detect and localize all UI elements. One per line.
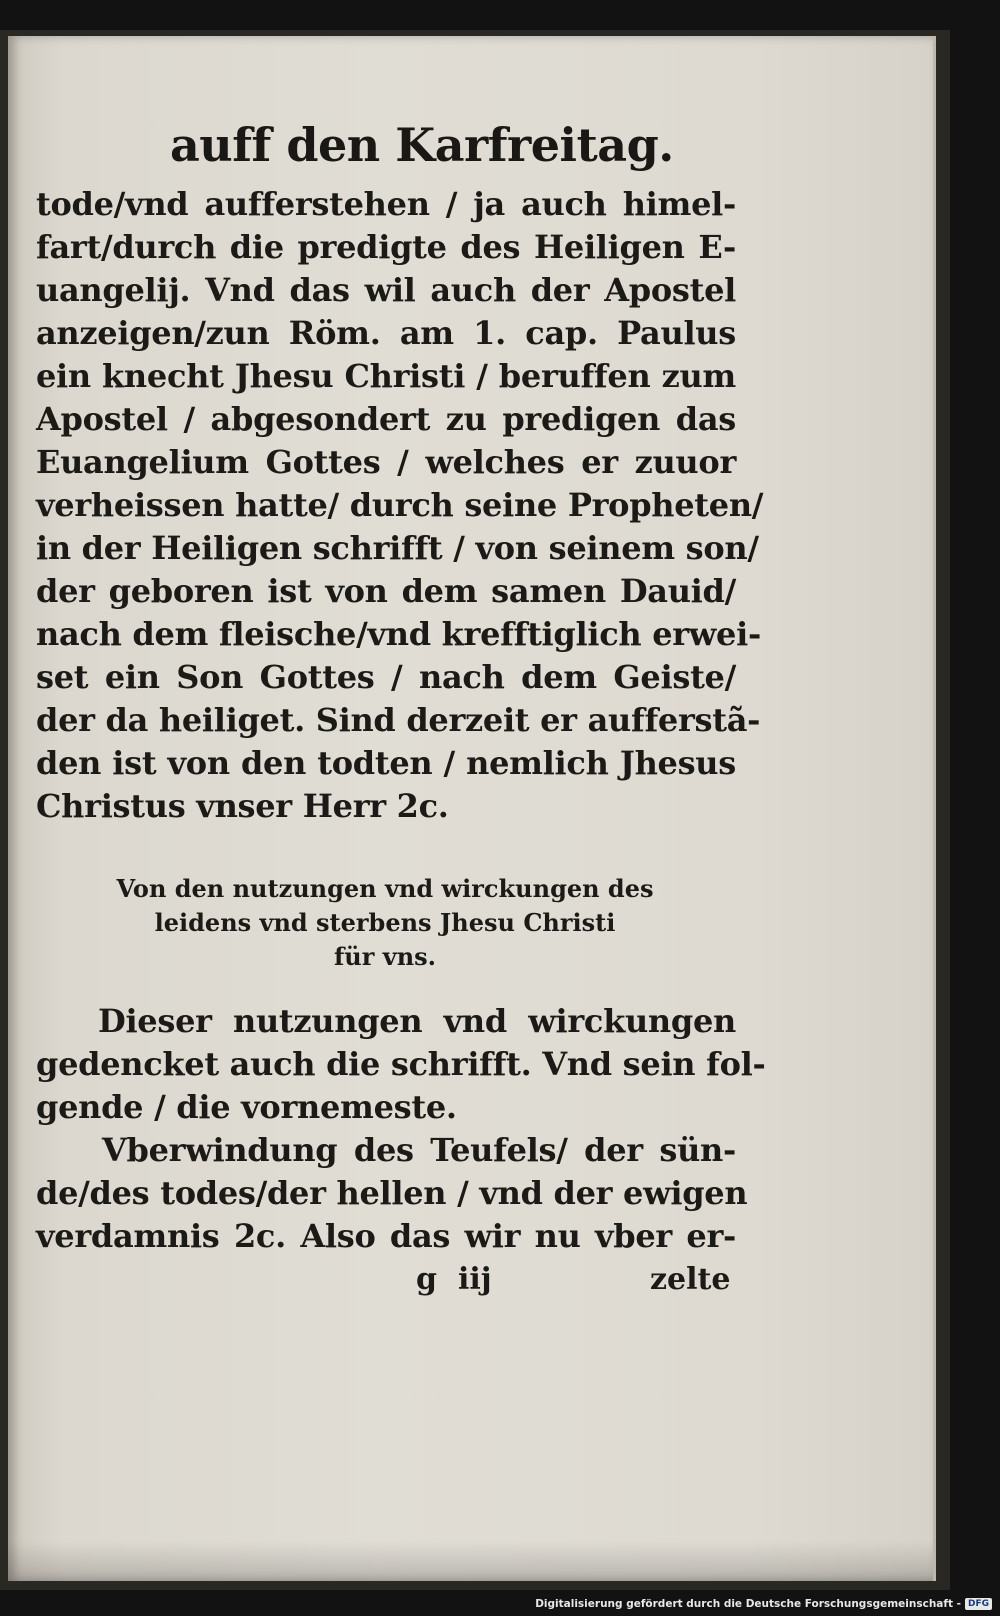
- heading-line: für vns.: [333, 942, 437, 971]
- running-title: auff den Karfreitag.: [170, 118, 674, 172]
- text-line: tode/vnd aufferstehen / ja auch himel-: [36, 185, 736, 223]
- text-line: Dieser nutzungen vnd wirckungen: [98, 1002, 736, 1040]
- text-line: ein knecht Jhesu Christi / beruffen zum: [36, 357, 736, 395]
- section-heading: [80, 872, 690, 974]
- text-line: Vberwindung des Teufels/ der sün-: [102, 1131, 736, 1169]
- footer-text: Digitalisierung gefördert durch die Deutsche Forschungsgemeinschaft -: [535, 1598, 961, 1610]
- catchword: zelte: [650, 1262, 731, 1297]
- text-line: uangelij. Vnd das wil auch der Apostel: [36, 271, 736, 309]
- dfg-logo-icon: DFG: [965, 1598, 992, 1610]
- text-line: den ist von den todten / nemlich Jhesus: [36, 744, 736, 782]
- text-line: fart/durch die predigte des Heiligen E-: [36, 228, 736, 266]
- text-line: in der Heiligen schrifft / von seinem son/: [36, 529, 759, 567]
- text-line: de/des todes/der hellen / vnd der ewigen: [36, 1174, 748, 1212]
- text-line: gedencket auch die schrifft. Vnd sein fol-: [36, 1045, 766, 1083]
- text-line: der da heiliget. Sind derzeit er aufferstã-: [36, 701, 761, 739]
- signature-number: iij: [458, 1262, 492, 1297]
- text-line: anzeigen/zun Röm. am 1. cap. Paulus: [36, 314, 736, 352]
- paragraph-2-3: [36, 1000, 766, 1258]
- text-line: Euangelium Gottes / welches er zuuor: [36, 443, 736, 481]
- text-line: verdamnis 2c. Also das wir nu vber er-: [36, 1217, 736, 1255]
- funding-footer: [535, 1596, 992, 1612]
- text-line: nach dem fleische/vnd krefftiglich erwei-: [36, 615, 761, 653]
- paragraph-1: [36, 183, 764, 828]
- heading-line: leidens vnd sterbens Jhesu Christi: [154, 908, 616, 937]
- text-line: verheissen hatte/ durch seine Propheten/: [36, 486, 764, 524]
- signature-mark: g: [416, 1262, 437, 1297]
- text-line: der geboren ist von dem samen Dauid/: [36, 572, 736, 610]
- text-line: set ein Son Gottes / nach dem Geiste/: [36, 658, 736, 696]
- text-line: gende / die vornemeste.: [36, 1088, 457, 1126]
- text-line: Christus vnser Herr 2c.: [36, 787, 449, 825]
- heading-line: Von den nutzungen vnd wirckungen des: [116, 874, 654, 903]
- text-line: Apostel / abgesondert zu predigen das: [36, 400, 736, 438]
